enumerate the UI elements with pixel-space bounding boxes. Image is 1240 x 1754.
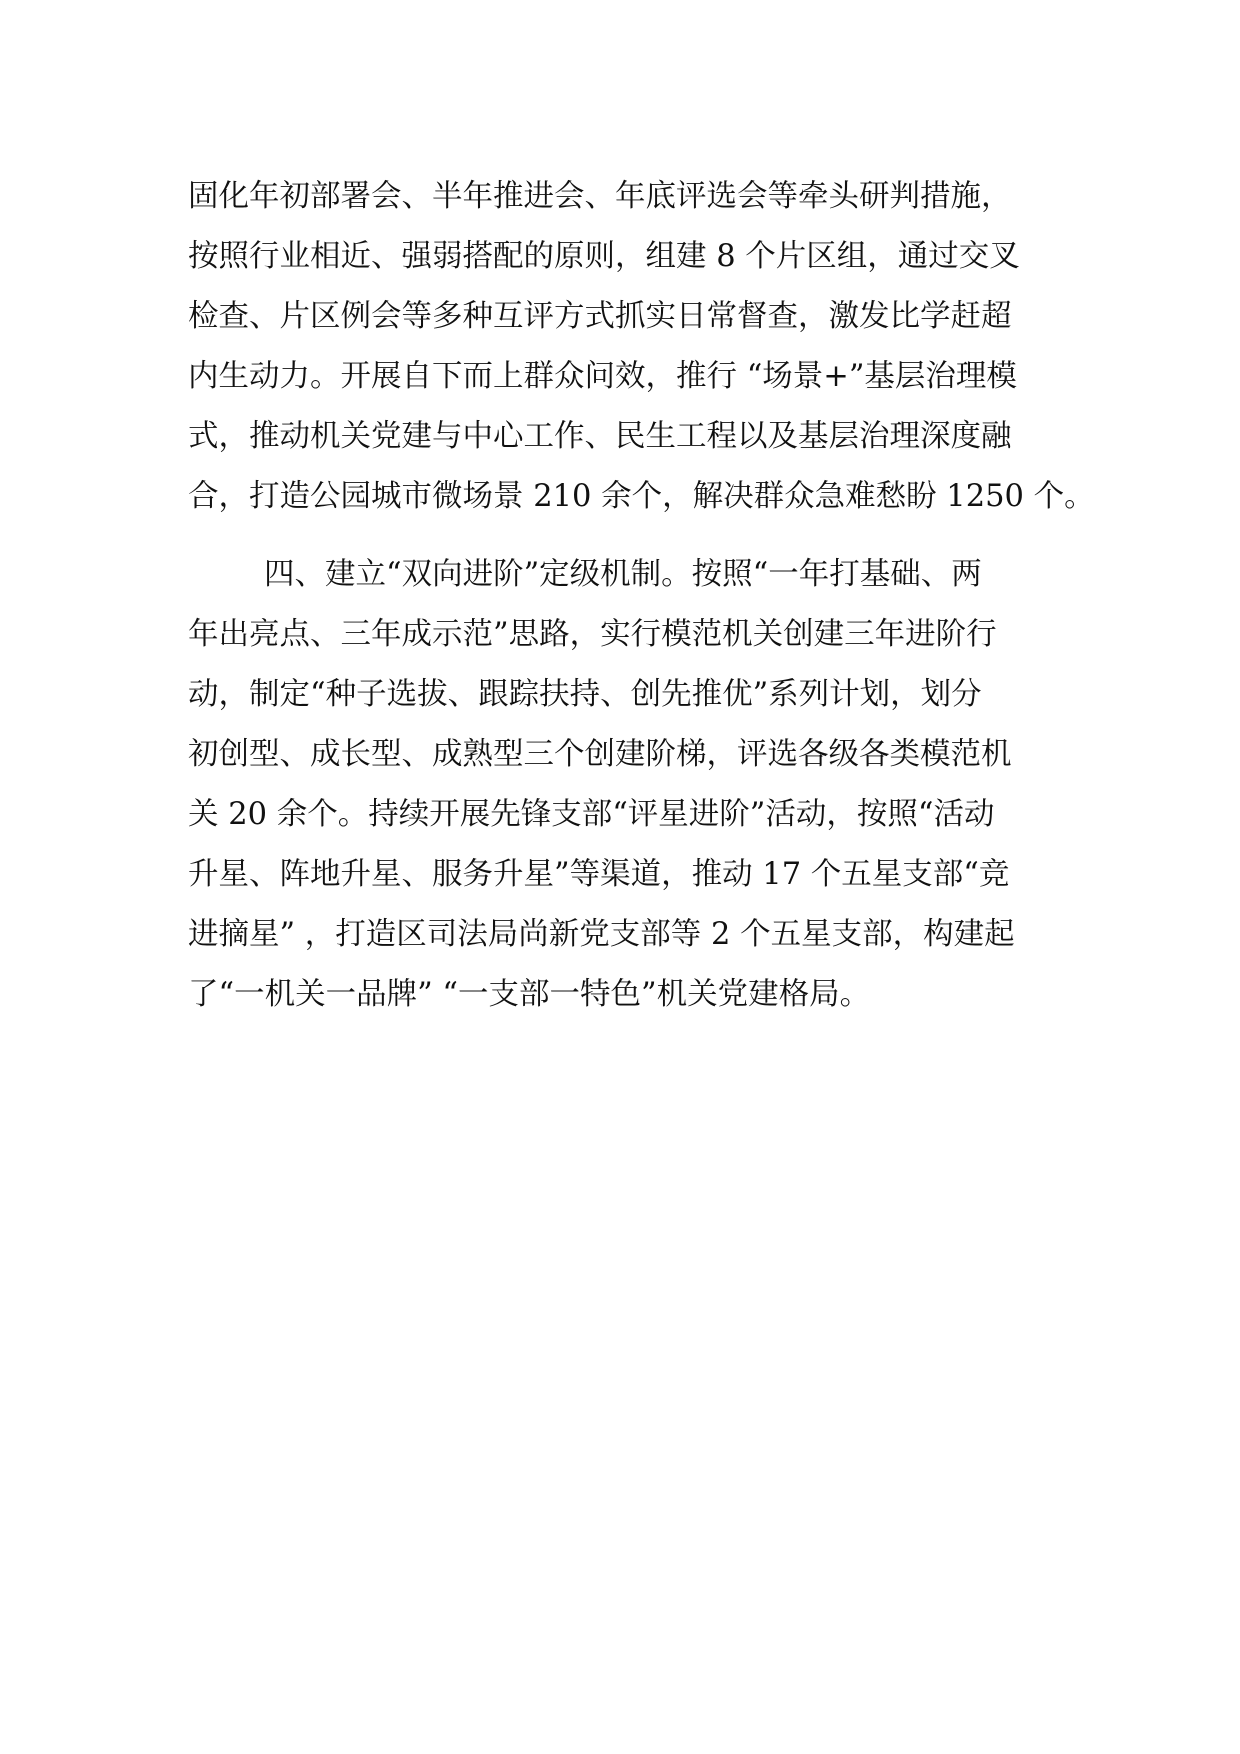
paragraph-line: 关 20 余个。持续开展先锋支部“评星进阶”活动，按照“活动 [188, 797, 995, 832]
paragraph-line: 了“一机关一品牌” “一支部一特色”机关党建格局。 [188, 977, 871, 1012]
paragraph-line: 内生动力。开展自下而上群众问效，推行 “场景+”基层治理模 [188, 359, 1017, 394]
paragraph-line: 式，推动机关党建与中心工作、民生工程以及基层治理深度融 [188, 419, 1012, 454]
paragraph-line: 按照行业相近、强弱搭配的原则，组建 8 个片区组，通过交叉 [188, 239, 1020, 274]
paragraph-line: 四、建立“双向进阶”定级机制。按照“一年打基础、两 [264, 557, 982, 592]
paragraph-line: 动，制定“种子选拔、跟踪扶持、创先推优”系列计划，划分 [188, 677, 982, 712]
paragraph-line: 年出亮点、三年成示范”思路，实行模范机关创建三年进阶行 [188, 617, 997, 652]
paragraph-line: 进摘星” ，打造区司法局尚新党支部等 2 个五星支部，构建起 [188, 917, 1015, 952]
paragraph-line: 检查、片区例会等多种互评方式抓实日常督查，激发比学赶超 [188, 299, 1012, 334]
paragraph-line: 合，打造公园城市微场景 210 余个，解决群众急难愁盼 1250 个。 [188, 479, 1095, 514]
paragraph-line: 固化年初部署会、半年推进会、年底评选会等牵头研判措施， [188, 179, 1012, 214]
paragraph-line: 升星、阵地升星、服务升星”等渠道，推动 17 个五星支部“竞 [188, 857, 1010, 892]
paragraph-line: 初创型、成长型、成熟型三个创建阶梯，评选各级各类模范机 [188, 737, 1012, 772]
